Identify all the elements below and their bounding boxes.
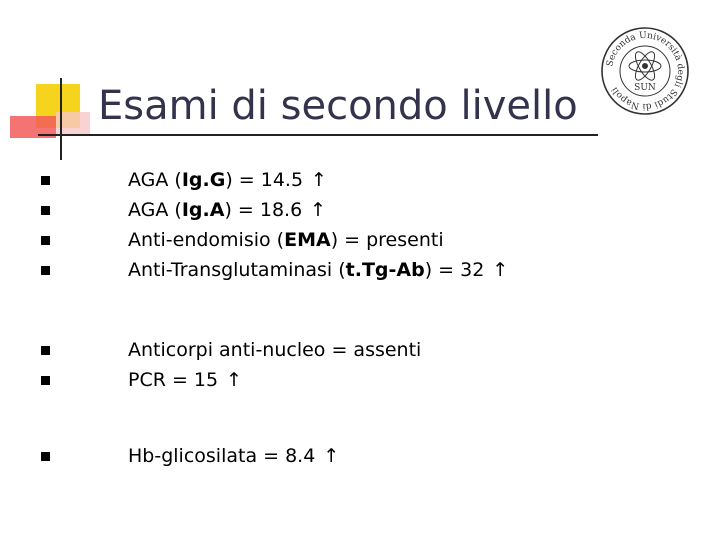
bullet-text-part: AGA ( xyxy=(128,199,182,221)
bullet-text-part: Anti-Transglutaminasi ( xyxy=(128,259,346,281)
bullet-text-part: Anti-endomisio ( xyxy=(128,229,285,251)
square-bullet-icon xyxy=(41,176,50,185)
bullet-text xyxy=(128,227,444,253)
square-bullet-icon xyxy=(41,376,50,385)
bullet-text xyxy=(128,257,508,283)
bullet-text-part: PCR = 15 xyxy=(128,369,219,391)
bullet-text-part: Anticorpi anti-nucleo = assenti xyxy=(128,339,422,361)
seal-abbrev: SUN xyxy=(634,83,656,93)
slide-title: Esami di secondo livello xyxy=(98,83,578,129)
bullet-text-bold: Ig.G xyxy=(181,169,226,191)
bullet-text xyxy=(128,197,326,223)
up-arrow-icon: ↑ xyxy=(311,169,327,191)
bullet-text-part: ) = presenti xyxy=(330,229,444,251)
up-arrow-icon: ↑ xyxy=(310,199,327,221)
bullet-text xyxy=(128,337,421,363)
bullet-text-part: ) = 32 xyxy=(424,259,485,281)
square-bullet-icon xyxy=(41,452,50,461)
bullet-text-bold: t.Tg-Ab xyxy=(345,259,425,281)
bullet-text xyxy=(128,367,242,393)
seal-ring-text: Seconda Università degli Studi di Napoli xyxy=(605,30,686,112)
bullet-text-part: ) = 18.6 xyxy=(224,199,303,221)
up-arrow-icon: ↑ xyxy=(323,445,340,467)
square-bullet-icon xyxy=(41,346,50,355)
bullet-text-part: ) = 14.5 xyxy=(225,169,304,191)
up-arrow-icon: ↑ xyxy=(492,259,509,281)
square-bullet-icon xyxy=(41,266,50,275)
square-bullet-icon xyxy=(41,236,50,245)
up-arrow-icon: ↑ xyxy=(226,369,243,391)
square-bullet-icon xyxy=(41,206,50,215)
bullet-text-bold: EMA xyxy=(284,229,331,251)
bullet-text-bold: Ig.A xyxy=(181,199,225,221)
bullet-text xyxy=(128,443,339,469)
bullet-text-part: AGA ( xyxy=(128,169,182,191)
bullet-text xyxy=(128,167,327,193)
bullet-text-part: Hb-glicosilata = 8.4 xyxy=(128,445,316,467)
